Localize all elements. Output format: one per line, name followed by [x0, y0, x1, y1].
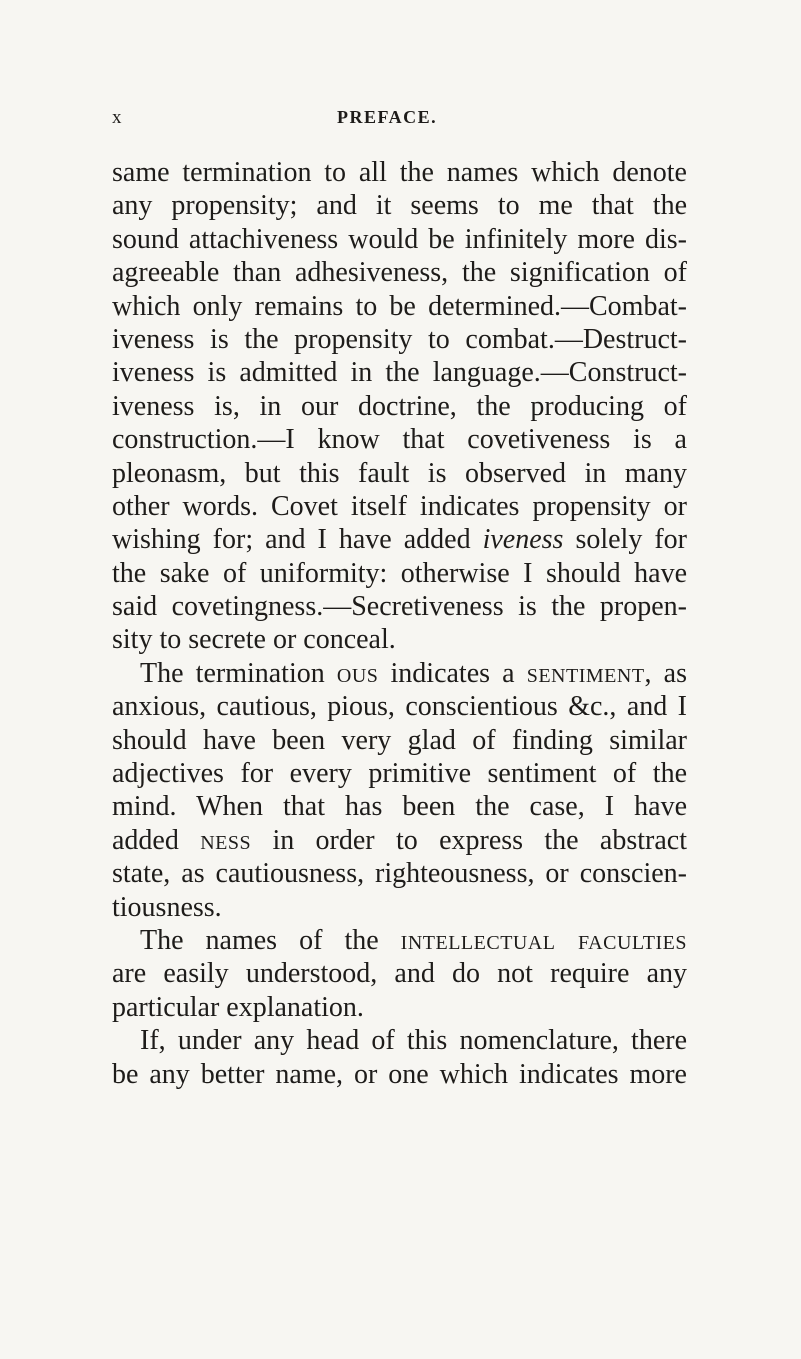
body-text: [112, 156, 687, 1091]
running-title: PREFACE.: [337, 107, 438, 127]
page-number: x: [112, 107, 123, 128]
text-line: iveness is admitted in the language.—Construct-: [112, 357, 687, 389]
text-line: anxious, cautious, pious, conscientious &c., and I: [112, 691, 687, 723]
small-caps-text: ness: [200, 824, 252, 856]
text-line: added ness in order to express the abstract: [112, 824, 687, 856]
text-line: wishing for; and I have added iveness solely for: [112, 524, 687, 556]
text-line: iveness is, in our doctrine, the producing of: [112, 390, 687, 422]
text-line: state, as cautiousness, righteousness, or conscien-: [112, 858, 687, 890]
text-line: adjectives for every primitive sentiment of the: [112, 758, 687, 790]
small-caps-text: ous: [336, 657, 379, 689]
small-caps-text: sentiment: [526, 657, 645, 689]
text-line: pleonasm, but this fault is observed in many: [112, 457, 687, 489]
text-line: should have been very glad of finding similar: [112, 724, 687, 756]
text-line: be any better name, or one which indicates more: [112, 1058, 687, 1090]
text-line: which only remains to be determined.—Combat-: [112, 290, 687, 322]
text-line: construction.—I know that covetiveness is a: [112, 424, 687, 456]
text-line: sity to secrete or conceal.: [112, 624, 396, 656]
text-line: other words. Covet itself indicates propensity or: [112, 490, 687, 522]
text-line: The termination ous indicates a sentiment, as: [140, 657, 687, 689]
text-line: the sake of uniformity: otherwise I should have: [112, 557, 687, 589]
italic-text: iveness: [482, 524, 564, 556]
text-line: are easily understood, and do not require any: [112, 958, 687, 990]
text-line: sound attachiveness would be infinitely more dis-: [112, 223, 687, 255]
text-line: agreeable than adhesiveness, the signification of: [112, 257, 687, 289]
text-line: particular explanation.: [112, 991, 364, 1023]
text-line: tiousness.: [112, 891, 222, 923]
text-line: iveness is the propensity to combat.—Destruct-: [112, 323, 687, 355]
small-caps-text: intellectual faculties: [400, 924, 688, 956]
text-line: mind. When that has been the case, I have: [112, 791, 687, 823]
text-line: The names of the intellectual faculties: [140, 924, 688, 956]
running-header: [112, 107, 687, 137]
text-line: any propensity; and it seems to me that the: [112, 190, 687, 222]
text-line: If, under any head of this nomenclature, there: [140, 1025, 687, 1057]
text-line: said covetingness.—Secretiveness is the propen-: [112, 591, 687, 623]
text-line: same termination to all the names which denote: [112, 157, 687, 188]
